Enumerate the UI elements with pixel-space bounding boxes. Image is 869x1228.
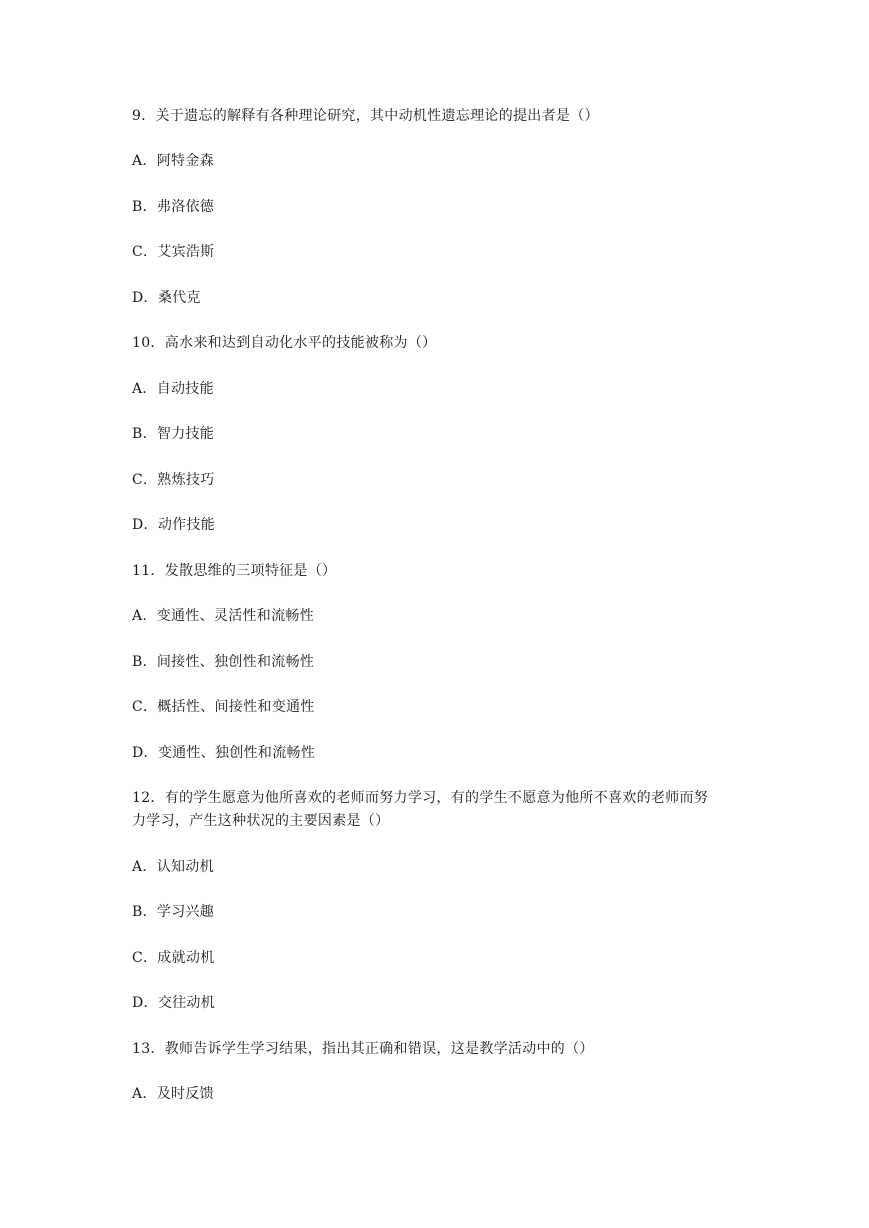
question-12-option-d: D．交往动机 <box>132 995 216 1011</box>
question-12-option-a: A．认知动机 <box>132 859 214 875</box>
question-9-option-d: D．桑代克 <box>132 290 201 306</box>
question-12-option-c: C．成就动机 <box>132 950 215 966</box>
question-11-option-a: A．变通性、灵活性和流畅性 <box>132 608 315 624</box>
question-10-option-c: C．熟炼技巧 <box>132 472 215 488</box>
question-12-option-b: B．学习兴趣 <box>132 904 215 920</box>
question-10-option-b: B．智力技能 <box>132 426 215 442</box>
question-9-option-c: C．艾宾浩斯 <box>132 244 215 260</box>
question-11-option-c: C．概括性、间接性和变通性 <box>132 699 315 715</box>
question-12-stem-line-2: 力学习，产生这种状况的主要因素是（） <box>132 813 390 829</box>
question-9-option-b: B．弗洛依德 <box>132 199 215 215</box>
question-13-stem: 13．教师告诉学生学习结果，指出其正确和错误，这是教学活动中的（） <box>132 1041 594 1057</box>
question-10-stem: 10．高水来和达到自动化水平的技能被称为（） <box>132 335 437 351</box>
question-9-option-a: A．阿特金森 <box>132 153 214 169</box>
question-10-option-d: D．动作技能 <box>132 517 216 533</box>
question-10-option-a: A．自动技能 <box>132 381 214 397</box>
question-11-stem: 11．发散思维的三项特征是（） <box>132 563 337 579</box>
question-11-option-b: B．间接性、独创性和流畅性 <box>132 654 315 670</box>
question-13-option-a: A．及时反馈 <box>132 1086 214 1102</box>
question-12-stem-line-1: 12．有的学生愿意为他所喜欢的老师而努力学习，有的学生不愿意为他所不喜欢的老师而努 <box>132 790 709 806</box>
question-11-option-d: D．变通性、独创性和流畅性 <box>132 745 316 761</box>
question-9-stem: 9．关于遗忘的解释有各种理论研究，其中动机性遗忘理论的提出者是（） <box>132 108 599 124</box>
